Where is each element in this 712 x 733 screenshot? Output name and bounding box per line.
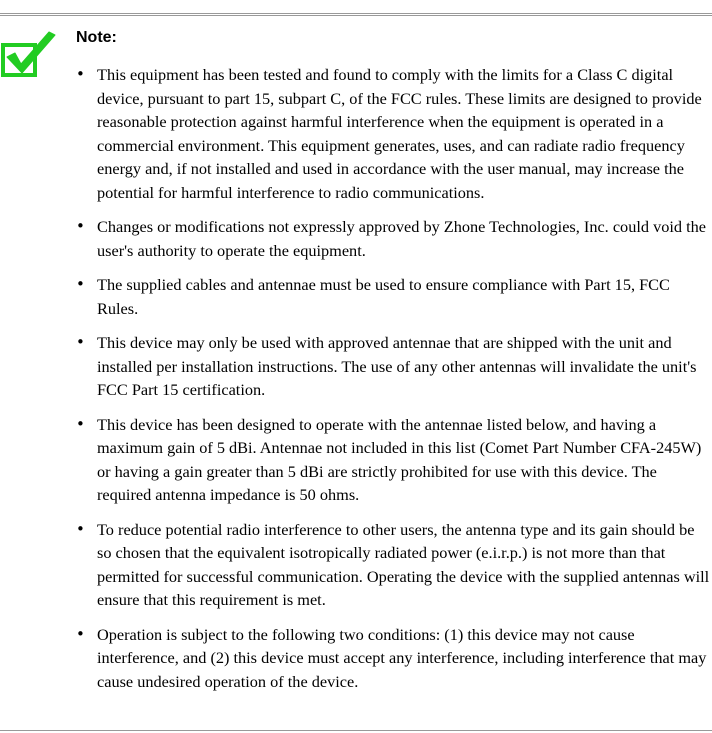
bullet-text: Operation is subject to the following two conditions: (1) this device may not cause interference, and (2) this device must accept any interference, including interference that may cause undesired operation of the device. — [97, 624, 707, 691]
bullet-icon: • — [76, 624, 85, 643]
checkmark-icon — [1, 29, 56, 79]
list-item — [76, 413, 712, 507]
bullet-icon: • — [76, 65, 85, 83]
bullet-text: The supplied cables and antennae must be used to ensure compliance with Part 15, FCC Rules. — [97, 275, 670, 318]
top-divider — [0, 13, 712, 16]
bottom-divider — [0, 730, 712, 731]
list-item — [76, 273, 712, 320]
note-title: Note: — [76, 29, 117, 46]
list-item — [76, 215, 712, 262]
bullet-text: To reduce potential radio interference to other users, the antenna type and its gain should be so chosen that the equivalent isotropically radiated power (e.i.r.p.) is not more than that permitted for successful communication. Operating the device with the supplied antennas will ensure that this requirement is met. — [97, 519, 710, 609]
note-bullet-list — [76, 63, 712, 704]
list-item — [76, 63, 712, 204]
bullet-text: This equipment has been tested and found to comply with the limits for a Class C digital device, pursuant to part 15, subpart C, of the FCC rules. These limits are designed to provide reasonable protection against harmful interference when the equipment is operated in a commercial environment. This equipment generates, uses, and can radiate radio frequency energy and, if not installed and used in accordance with the user manual, may increase the potential for harmful interference to radio communications. — [97, 65, 702, 202]
bullet-text: Changes or modifications not expressly approved by Zhone Technologies, Inc. could void the user's authority to operate the equipment. — [97, 217, 706, 260]
bullet-text: This device may only be used with approved antennae that are shipped with the unit and installed per installation instructions. The use of any other antennas will invalidate the unit's FCC Part 15 certification. — [97, 333, 697, 399]
bullet-icon: • — [76, 275, 85, 293]
list-item — [76, 623, 712, 694]
bullet-text: This device has been designed to operate with the antennae listed below, and having a maximum gain of 5 dBi. Antennae not included in this list (Comet Part Number CFA-245W) or having a gain greater than 5 dBi are strictly prohibited for use with this device. The required antenna impedance is 50 ohms. — [97, 414, 702, 504]
bullet-icon: • — [76, 217, 85, 235]
bullet-icon: • — [76, 414, 85, 433]
bullet-icon: • — [76, 519, 85, 538]
list-item — [76, 331, 712, 402]
bullet-icon: • — [76, 333, 85, 351]
list-item — [76, 518, 712, 612]
